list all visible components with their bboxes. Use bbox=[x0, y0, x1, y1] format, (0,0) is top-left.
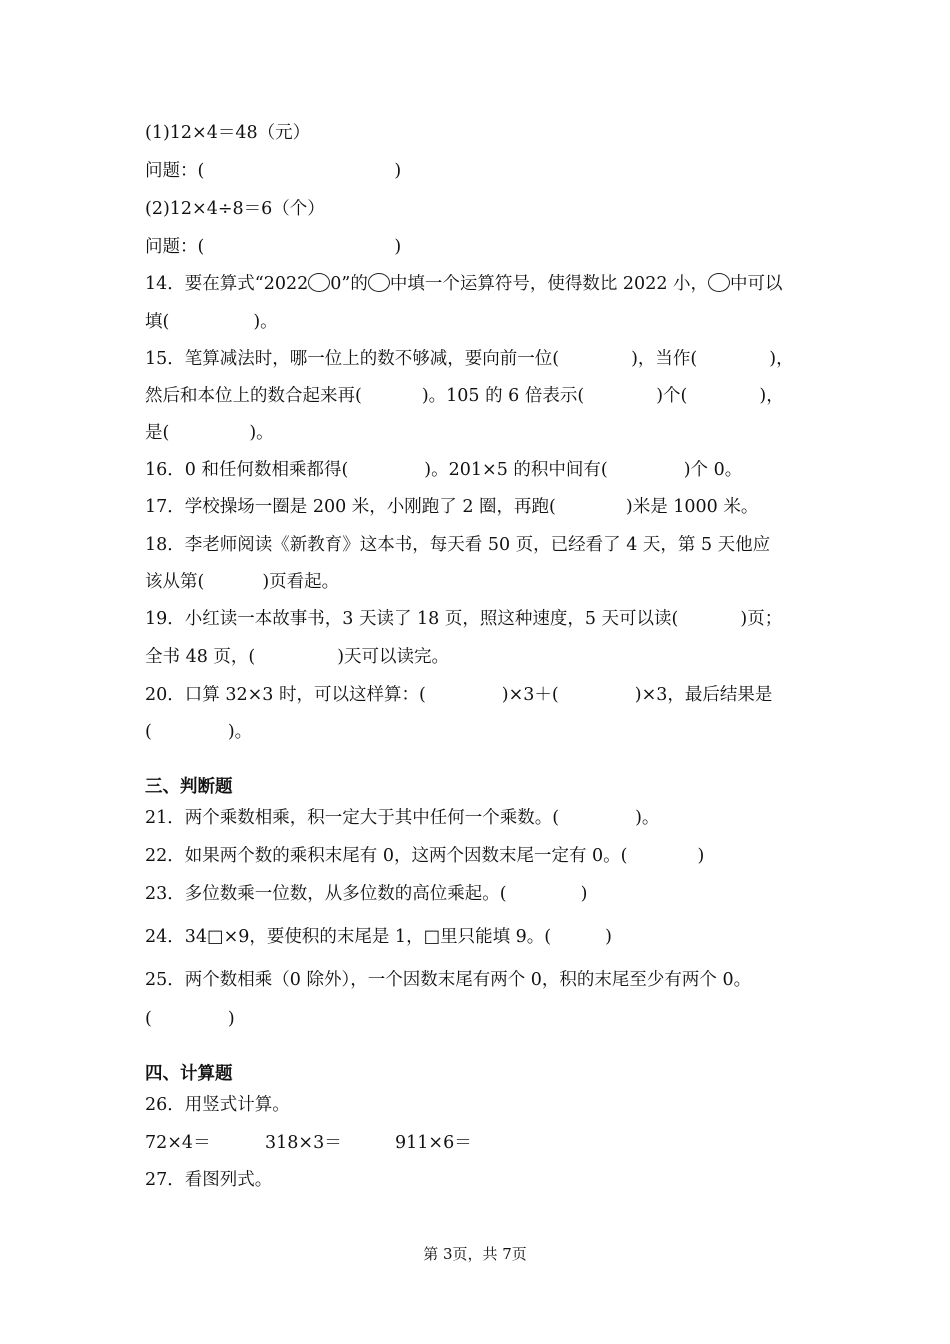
text: 15．笔算减法时，哪一位上的数不够减，要向前一位( bbox=[145, 349, 560, 369]
text: ) bbox=[394, 237, 402, 257]
text: )个 0。 bbox=[683, 460, 743, 480]
calc-item: 911×6＝ bbox=[395, 1133, 472, 1153]
text: ) bbox=[697, 846, 705, 866]
q26-exercises bbox=[145, 1131, 472, 1155]
text: )米是 1000 米。 bbox=[625, 497, 759, 517]
q25-line-2 bbox=[145, 1007, 235, 1031]
text: )， bbox=[759, 386, 784, 406]
text: ) bbox=[227, 1009, 235, 1029]
text: 是( bbox=[145, 423, 170, 443]
text: 17．学校操场一圈是 200 米，小刚跑了 2 圈，再跑( bbox=[145, 497, 556, 517]
q20-line-1 bbox=[145, 683, 772, 707]
operator-circle-icon bbox=[708, 273, 730, 292]
text: )。 bbox=[635, 808, 660, 828]
text: )。 bbox=[253, 312, 278, 332]
text: )，当作( bbox=[631, 349, 698, 369]
text: 填( bbox=[145, 312, 170, 332]
text: )。 bbox=[249, 423, 274, 443]
q24 bbox=[145, 925, 612, 949]
q25-line-1 bbox=[145, 968, 751, 992]
text: 三、判断题 bbox=[145, 777, 233, 797]
text: 该从第( bbox=[145, 572, 205, 592]
calc-item: 72×4＝ bbox=[145, 1133, 211, 1153]
q19-line-2 bbox=[145, 645, 449, 669]
q13-question-1 bbox=[145, 159, 401, 183]
text: 然后和本位上的数合起来再( bbox=[145, 386, 362, 406]
q19-line-1 bbox=[145, 607, 782, 631]
text: (2)12×4÷8＝6（个） bbox=[145, 199, 325, 219]
text: 24．34□×9，要使积的末尾是 1，□里只能填 9。( bbox=[145, 927, 552, 947]
q14-line-2 bbox=[145, 310, 278, 334]
text: 21．两个乘数相乘，积一定大于其中任何一个乘数。( bbox=[145, 808, 560, 828]
text: )。201×5 的积中间有( bbox=[424, 460, 608, 480]
page-footer: 第 3页，共 7页 bbox=[423, 1245, 527, 1263]
text: 0”的 bbox=[330, 274, 368, 294]
section-heading-judgement bbox=[145, 775, 233, 799]
section-heading-calculation bbox=[145, 1062, 233, 1086]
text: 中可以 bbox=[730, 274, 783, 294]
text: ) bbox=[580, 884, 588, 904]
text: 14．要在算式“2022 bbox=[145, 274, 309, 294]
q18-line-2 bbox=[145, 570, 339, 594]
text: ( bbox=[145, 722, 152, 742]
q14-line-1 bbox=[145, 272, 783, 296]
text: )×3，最后结果是 bbox=[634, 685, 773, 705]
text: )页看起。 bbox=[262, 572, 340, 592]
text: )， bbox=[769, 349, 794, 369]
text: )天可以读完。 bbox=[337, 647, 450, 667]
text: )。105 的 6 倍表示( bbox=[421, 386, 585, 406]
text: 问题：( bbox=[145, 237, 205, 257]
text: 问题：( bbox=[145, 161, 205, 181]
text: 19．小红读一本故事书，3 天读了 18 页，照这种速度，5 天可以读( bbox=[145, 609, 679, 629]
text: )。 bbox=[227, 722, 253, 742]
q20-line-2 bbox=[145, 720, 252, 744]
text: ) bbox=[394, 161, 402, 181]
text: 22．如果两个数的乘积末尾有 0，这两个因数末尾一定有 0。( bbox=[145, 846, 628, 866]
text: 四、计算题 bbox=[145, 1064, 233, 1084]
q15-line-1 bbox=[145, 347, 794, 371]
q15-line-3 bbox=[145, 421, 274, 445]
text: 16．0 和任何数相乘都得( bbox=[145, 460, 349, 480]
q27 bbox=[145, 1168, 272, 1192]
q26 bbox=[145, 1093, 290, 1117]
q23 bbox=[145, 882, 587, 906]
q18-line-1 bbox=[145, 533, 770, 557]
text: 26．用竖式计算。 bbox=[145, 1095, 290, 1115]
text: ) bbox=[605, 927, 612, 947]
text: 中填一个运算符号，使得数比 2022 小， bbox=[389, 274, 709, 294]
operator-circle-icon bbox=[368, 273, 390, 292]
text: 25．两个数相乘（0 除外），一个因数末尾有两个 0，积的末尾至少有两个 0。 bbox=[145, 970, 752, 990]
text: 18．李老师阅读《新教育》这本书，每天看 50 页，已经看了 4 天，第 5 天他应 bbox=[145, 535, 771, 555]
text: ( bbox=[145, 1009, 152, 1029]
text: 27．看图列式。 bbox=[145, 1170, 273, 1190]
q13-formula-2 bbox=[145, 197, 325, 221]
text: (1)12×4＝48（元） bbox=[145, 123, 311, 143]
q13-formula-1 bbox=[145, 121, 310, 145]
q13-question-2 bbox=[145, 235, 401, 259]
text: 全书 48 页，( bbox=[145, 647, 256, 667]
text: 20．口算 32×3 时，可以这样算：( bbox=[145, 685, 426, 705]
calc-item: 318×3＝ bbox=[265, 1133, 342, 1153]
q21 bbox=[145, 806, 659, 830]
q17 bbox=[145, 495, 758, 519]
q22 bbox=[145, 844, 704, 868]
q15-line-2 bbox=[145, 384, 784, 408]
text: 23．多位数乘一位数，从多位数的高位乘起。( bbox=[145, 884, 507, 904]
q16 bbox=[145, 458, 742, 482]
text: )页； bbox=[740, 609, 783, 629]
text: )个( bbox=[656, 386, 688, 406]
text: )×3＋( bbox=[501, 685, 559, 705]
operator-circle-icon bbox=[308, 273, 330, 292]
